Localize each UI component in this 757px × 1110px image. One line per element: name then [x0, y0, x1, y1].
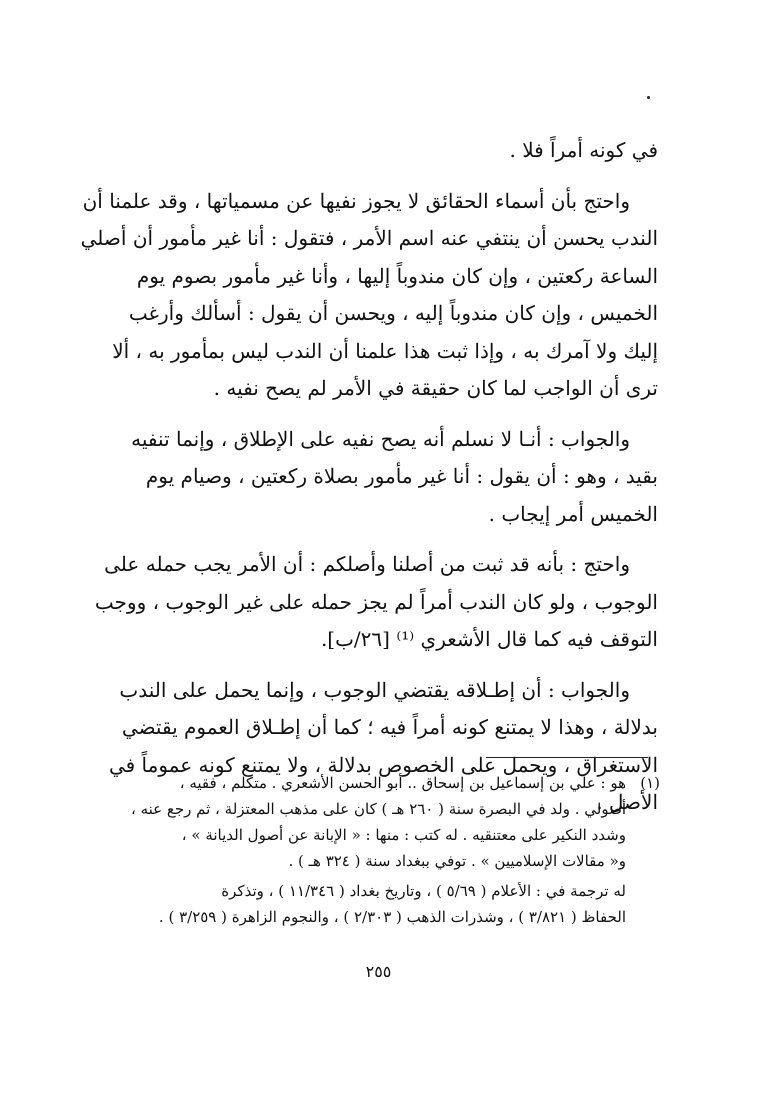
text-line: في كونه أمراً فلا .: [509, 138, 658, 162]
text-line: والجواب : أن إطـلاقه يقتضي الوجوب ، وإنما يحمل على الندب: [119, 677, 630, 702]
footnote-line: له ترجمة في : الأعلام ( ٥/٦٩ ) ، وتاريخ بغداد ( ١١/٣٤٦ ) ، وتذكرة: [221, 882, 626, 900]
footnote-references: [108, 878, 626, 930]
text-line: والجواب : أنـا لا نسلم أنه يصح نفيه على الإطلاق ، وإنما تنفيه: [131, 426, 630, 451]
footnotes: [108, 770, 660, 930]
text-line: ترى أن الواجب لما كان حقيقة في الأمر لم يصح نفيه .: [213, 376, 658, 400]
text-line: الاستغراق ، ويحمل على الخصوص بدلالة ، ولا يمتنع كونه عموماً في: [108, 752, 658, 777]
paragraph-2: [80, 183, 658, 408]
text-line: الأصل .: [596, 790, 658, 814]
text-line: إليك ولا آمرك به ، وإذا ثبت هذا علمنا أن الندب ليس بمأمور به ، ألا: [112, 338, 658, 363]
text-line: الوجوب ، ولو كان الندب أمراً لم يجز حمله على غير الوجوب ، ووجب: [94, 589, 658, 614]
footnote-separator: [486, 757, 648, 758]
text-line: الندب يحسن أن ينتفي عنه اسم الأمر ، فتقول : أنا غير مأمور أن أصلي: [80, 226, 658, 250]
text-line: واحتج بأن أسماء الحقائق لا يجوز نفيها عن مسمياتها ، وقد علمنا أن: [82, 188, 630, 213]
footnote-line: الحفاظ ( ٣/٨٢١ ) ، وشذرات الذهب ( ٢/٣٠٣ ) ، والنجوم الزاهرة ( ٣/٢٥٩ ) .: [158, 908, 626, 926]
footnote-line: أصولي . ولد في البصرة سنة ( ٢٦٠ هـ ) كان على مذهب المعتزلة ، ثم رجع عنه ،: [130, 800, 626, 818]
text-line: التوقف فيه كما قال الأشعري ⁽¹⁾ [٢٦/ب].: [320, 627, 658, 651]
text-line: بدلالة ، وهذا لا يمتنع كونه أمراً فيه ؛ كما أن إطـلاق العموم يقتضي: [121, 715, 658, 739]
text-line: الساعة ركعتين ، وإن كان مندوباً إليها ، وأنا غير مأمور بصوم يوم: [136, 263, 658, 288]
text-line: الخميس ، وإن كان مندوباً إليه ، ويحسن أن يقول : أسألك وأرغب: [128, 301, 658, 325]
paragraph-3: [108, 421, 658, 534]
page-number: ٢٥٥: [365, 962, 392, 981]
footnote-line: و« مقالات الإسلاميين » . توفي ببغداد سنة ( ٣٢٤ هـ ) .: [288, 852, 626, 870]
footnote-line: هو : علي بن إسماعيل بن إسحاق .. أبو الحسن الأشعري . متكلم ، فقيه ،: [179, 774, 626, 792]
text-line: بقيد ، وهو : أن يقول : أنا غير مأمور بصلاة ركعتين ، وصيام يوم: [145, 464, 658, 488]
text-line: الخميس أمر إيجاب .: [488, 501, 658, 526]
main-text: [80, 132, 658, 835]
footnote-item: [108, 770, 660, 930]
footnote-body: [108, 770, 626, 930]
footnote-line: وشدد النكير على معتنقيه . له كتب : منها : « الإبانة عن أصول الديانة » ،: [181, 826, 626, 844]
paragraph-1: [108, 132, 658, 170]
footnote-number: (١): [640, 774, 660, 792]
text-line: واحتج : بأنه قد ثبت من أصلنا وأصلكم : أن الأمر يجب حمله على: [104, 552, 630, 576]
paragraph-4: [94, 546, 658, 659]
page-mark-dot: [647, 96, 650, 99]
